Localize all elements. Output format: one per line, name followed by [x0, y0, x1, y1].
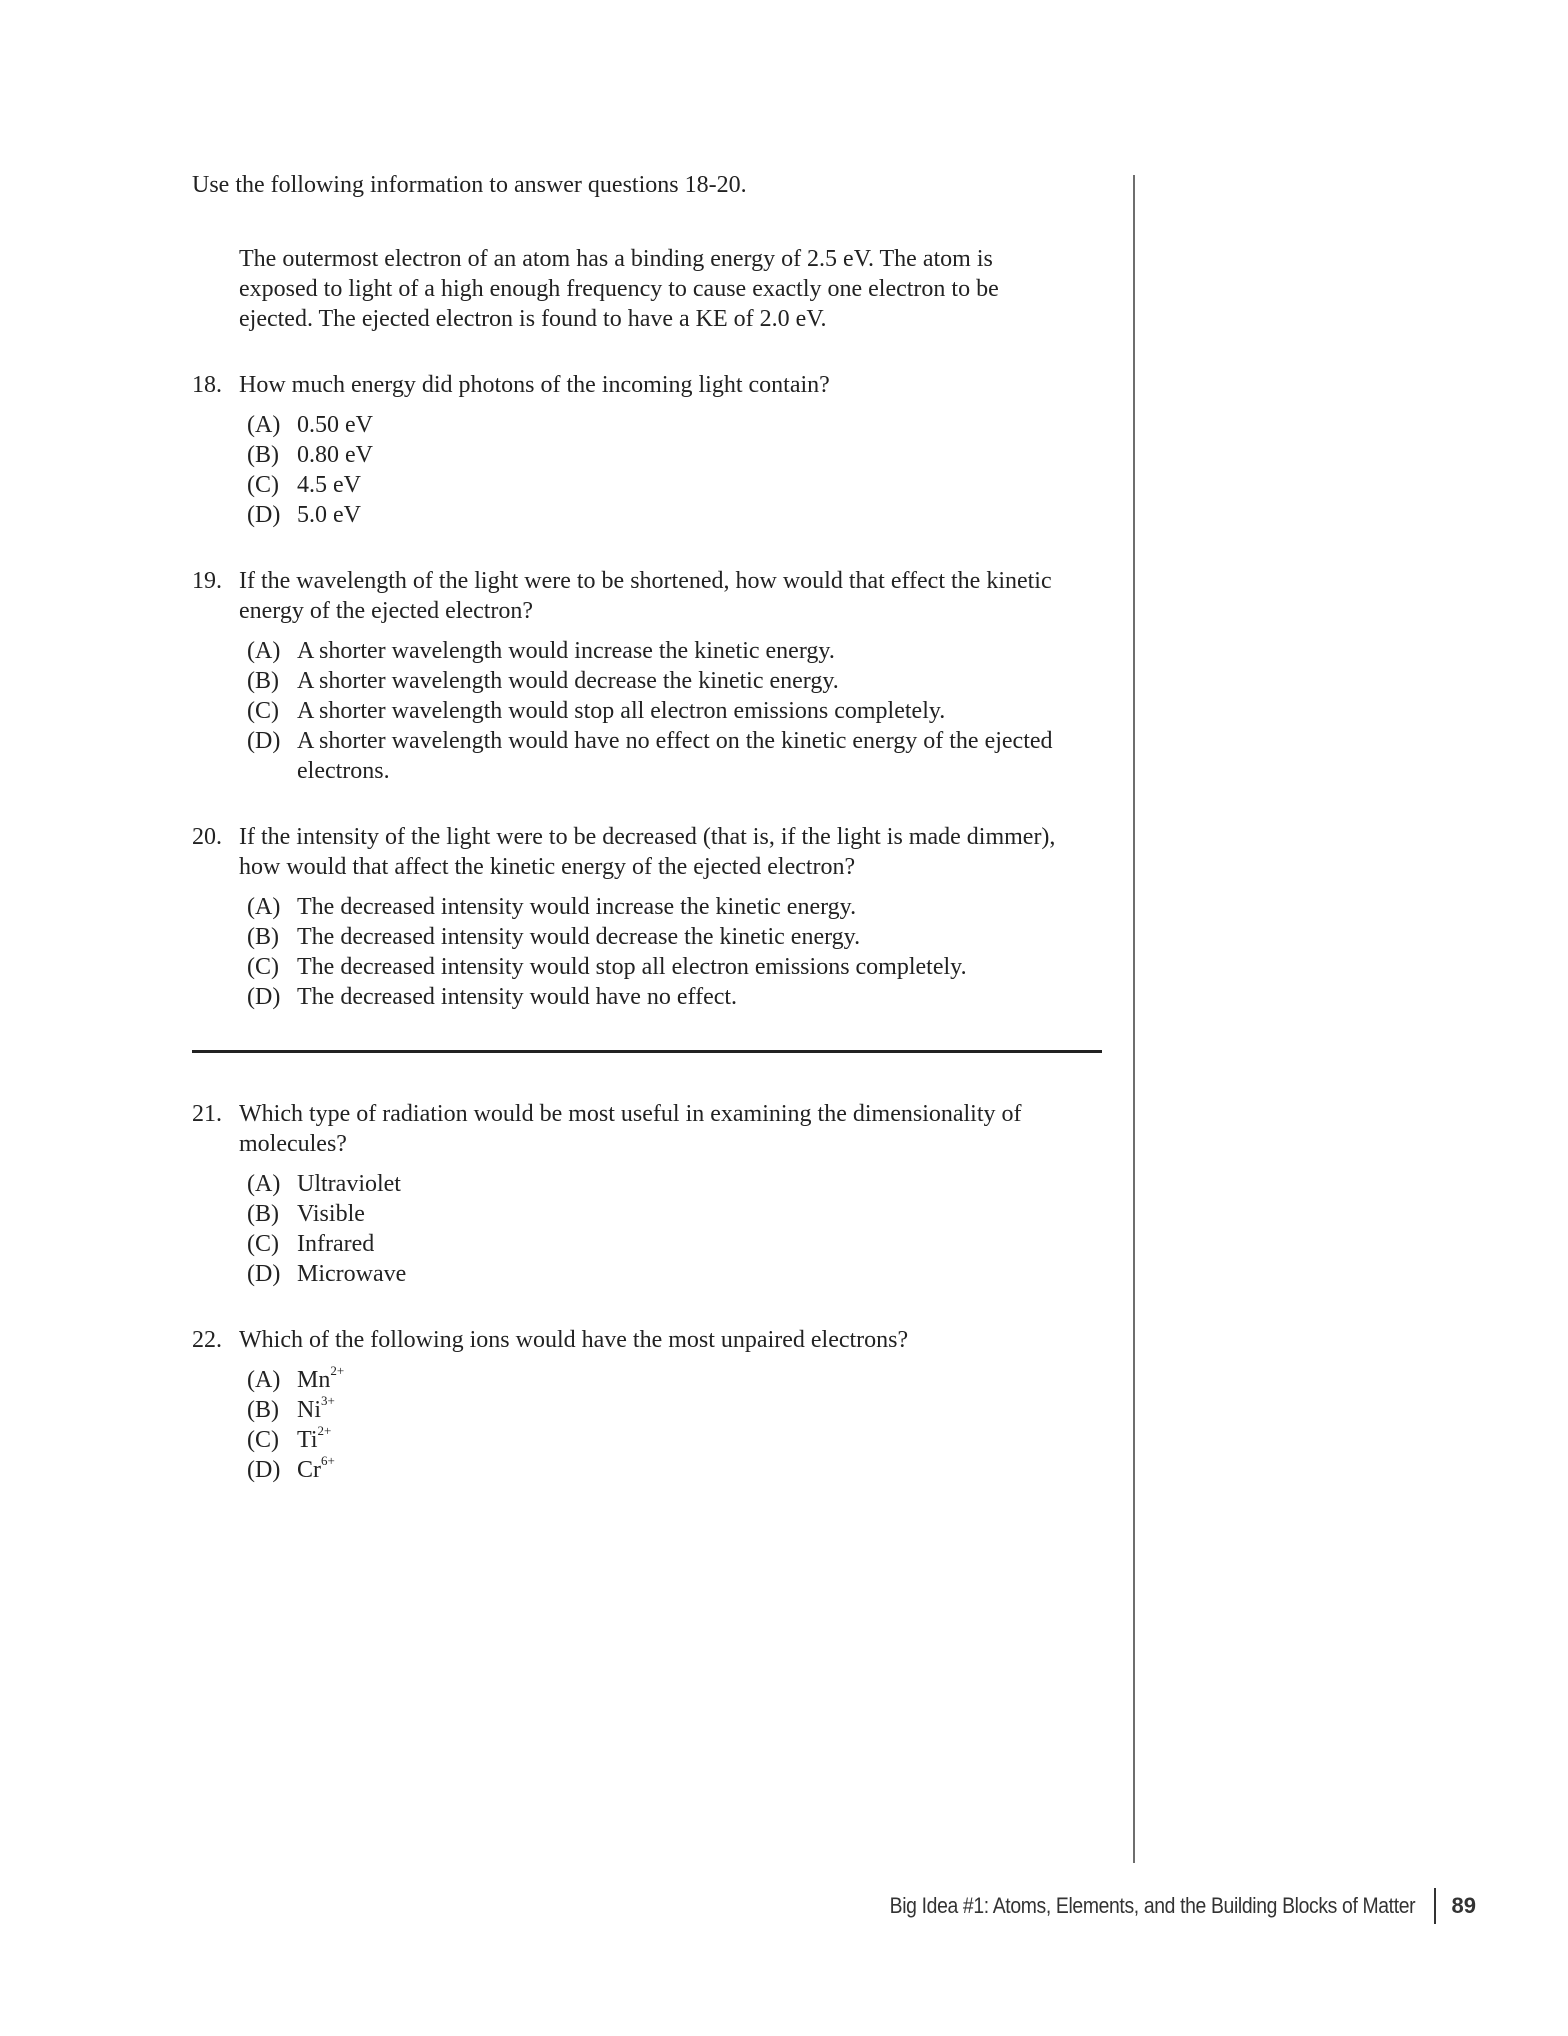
- choice-c: [247, 1425, 1102, 1455]
- question-number: 22.: [192, 1327, 222, 1353]
- choice-letter: (A): [247, 412, 281, 438]
- choice-text: The decreased intensity would decrease the kinetic energy.: [297, 924, 861, 950]
- choice-text: 5.0 eV: [297, 502, 361, 528]
- choice-text: Ultraviolet: [297, 1171, 401, 1197]
- question-22: [192, 1325, 1102, 1485]
- choice-d: [247, 1259, 1102, 1289]
- question-body: [239, 822, 1102, 1012]
- ion-symbol: Mn: [297, 1367, 331, 1393]
- answer-choices: [247, 410, 1102, 530]
- choice-text: A shorter wavelength would decrease the kinetic energy.: [297, 668, 839, 694]
- ion-symbol: Ti: [297, 1427, 318, 1453]
- choice-letter: (D): [247, 1261, 281, 1287]
- ion-charge: 2+: [330, 1363, 345, 1378]
- question-text: If the intensity of the light were to be decreased (that is, if the light is made dimmer), how would that affect the kinetic energy of the ejected electron?: [239, 824, 1056, 880]
- ion-formula: [297, 1455, 1102, 1485]
- question-19: [192, 566, 1102, 786]
- choice-letter: (B): [247, 924, 279, 950]
- answer-choices: [247, 1365, 1102, 1485]
- choice-letter: (B): [247, 1201, 279, 1227]
- choice-a: [247, 410, 1102, 440]
- choice-text: The decreased intensity would have no effect.: [297, 984, 738, 1010]
- question-20: [192, 822, 1102, 1012]
- choice-letter: (B): [247, 442, 279, 468]
- ion-charge: 2+: [317, 1423, 332, 1438]
- answer-choices: [247, 636, 1102, 786]
- choice-letter: (C): [247, 1231, 279, 1257]
- question-text: How much energy did photons of the incoming light contain?: [239, 372, 830, 398]
- choice-letter: (A): [247, 894, 281, 920]
- page-footer: [818, 1888, 1476, 1924]
- choice-letter: (D): [247, 728, 281, 754]
- ion-charge: 6+: [321, 1453, 335, 1468]
- choice-a: [247, 892, 1102, 922]
- choice-text: Visible: [297, 1201, 365, 1227]
- choice-a: [247, 1365, 1102, 1395]
- choice-letter: (B): [247, 1397, 279, 1423]
- question-text: Which of the following ions would have the most unpaired electrons?: [239, 1327, 909, 1353]
- choice-letter: (A): [247, 1171, 281, 1197]
- page-content: [192, 170, 1102, 1485]
- choice-b: [247, 666, 1102, 696]
- question-number: 18.: [192, 372, 222, 398]
- choice-text: A shorter wavelength would increase the kinetic energy.: [297, 638, 835, 664]
- question-number: 19.: [192, 568, 222, 594]
- question-number: 21.: [192, 1101, 222, 1127]
- choice-letter: (C): [247, 954, 279, 980]
- ion-formula: [297, 1425, 1102, 1455]
- question-body: [239, 1325, 1102, 1485]
- choice-b: [247, 1395, 1102, 1425]
- choice-text: 0.80 eV: [297, 442, 373, 468]
- choice-letter: (C): [247, 472, 279, 498]
- ion-formula: [297, 1365, 1102, 1395]
- passage: The outermost electron of an atom has a binding energy of 2.5 eV. The atom is exposed to light of a high enough frequency to cause exactly one electron to be ejected. The ejected electron is found to have a KE of 2.0 eV.: [239, 246, 999, 332]
- choice-letter: (A): [247, 638, 281, 664]
- answer-choices: [247, 1169, 1102, 1289]
- choice-d: [247, 1455, 1102, 1485]
- ion-formula: [297, 1395, 1102, 1425]
- choice-d: [247, 982, 1102, 1012]
- margin-rule: [1133, 175, 1135, 1863]
- choice-b: [247, 922, 1102, 952]
- question-18: [192, 370, 1102, 530]
- choice-d: [247, 500, 1102, 530]
- question-text: Which type of radiation would be most useful in examining the dimensionality of molecules?: [239, 1101, 1022, 1157]
- question-text: If the wavelength of the light were to be shortened, how would that effect the kinetic energy of the ejected electron?: [239, 568, 1052, 624]
- choice-a: [247, 636, 1102, 666]
- choice-c: [247, 1229, 1102, 1259]
- choice-a: [247, 1169, 1102, 1199]
- choice-text: The decreased intensity would stop all electron emissions completely.: [297, 954, 967, 980]
- question-21: [192, 1099, 1102, 1289]
- question-body: [239, 1099, 1102, 1289]
- choice-text: 4.5 eV: [297, 472, 361, 498]
- ion-symbol: Cr: [297, 1457, 321, 1483]
- choice-letter: (A): [247, 1367, 281, 1393]
- choice-letter: (D): [247, 502, 281, 528]
- choice-c: [247, 696, 1102, 726]
- choice-c: [247, 952, 1102, 982]
- section-divider: [192, 1050, 1102, 1053]
- choice-d: [247, 726, 1102, 786]
- choice-text: 0.50 eV: [297, 412, 373, 438]
- choice-c: [247, 470, 1102, 500]
- choice-b: [247, 1199, 1102, 1229]
- choice-text: A shorter wavelength would stop all electron emissions completely.: [297, 698, 946, 724]
- choice-text: A shorter wavelength would have no effect on the kinetic energy of the ejected electrons.: [297, 728, 1053, 784]
- footer-divider: [1434, 1888, 1436, 1924]
- choice-text: The decreased intensity would increase the kinetic energy.: [297, 894, 857, 920]
- choice-text: Infrared: [297, 1231, 375, 1257]
- choice-letter: (B): [247, 668, 279, 694]
- page-number: 89: [1451, 1893, 1476, 1918]
- choice-text: Microwave: [297, 1261, 407, 1287]
- ion-charge: 3+: [321, 1393, 335, 1408]
- answer-choices: [247, 892, 1102, 1012]
- choice-letter: (C): [247, 698, 279, 724]
- question-number: 20.: [192, 824, 222, 850]
- instructions: Use the following information to answer questions 18-20.: [192, 172, 747, 198]
- choice-letter: (D): [247, 1457, 281, 1483]
- question-body: [239, 370, 1102, 530]
- choice-letter: (C): [247, 1427, 279, 1453]
- question-body: [239, 566, 1102, 786]
- choice-b: [247, 440, 1102, 470]
- ion-symbol: Ni: [297, 1397, 321, 1423]
- choice-letter: (D): [247, 984, 281, 1010]
- running-footer-title: Big Idea #1: Atoms, Elements, and the Building Blocks of Matter: [889, 1893, 1416, 1918]
